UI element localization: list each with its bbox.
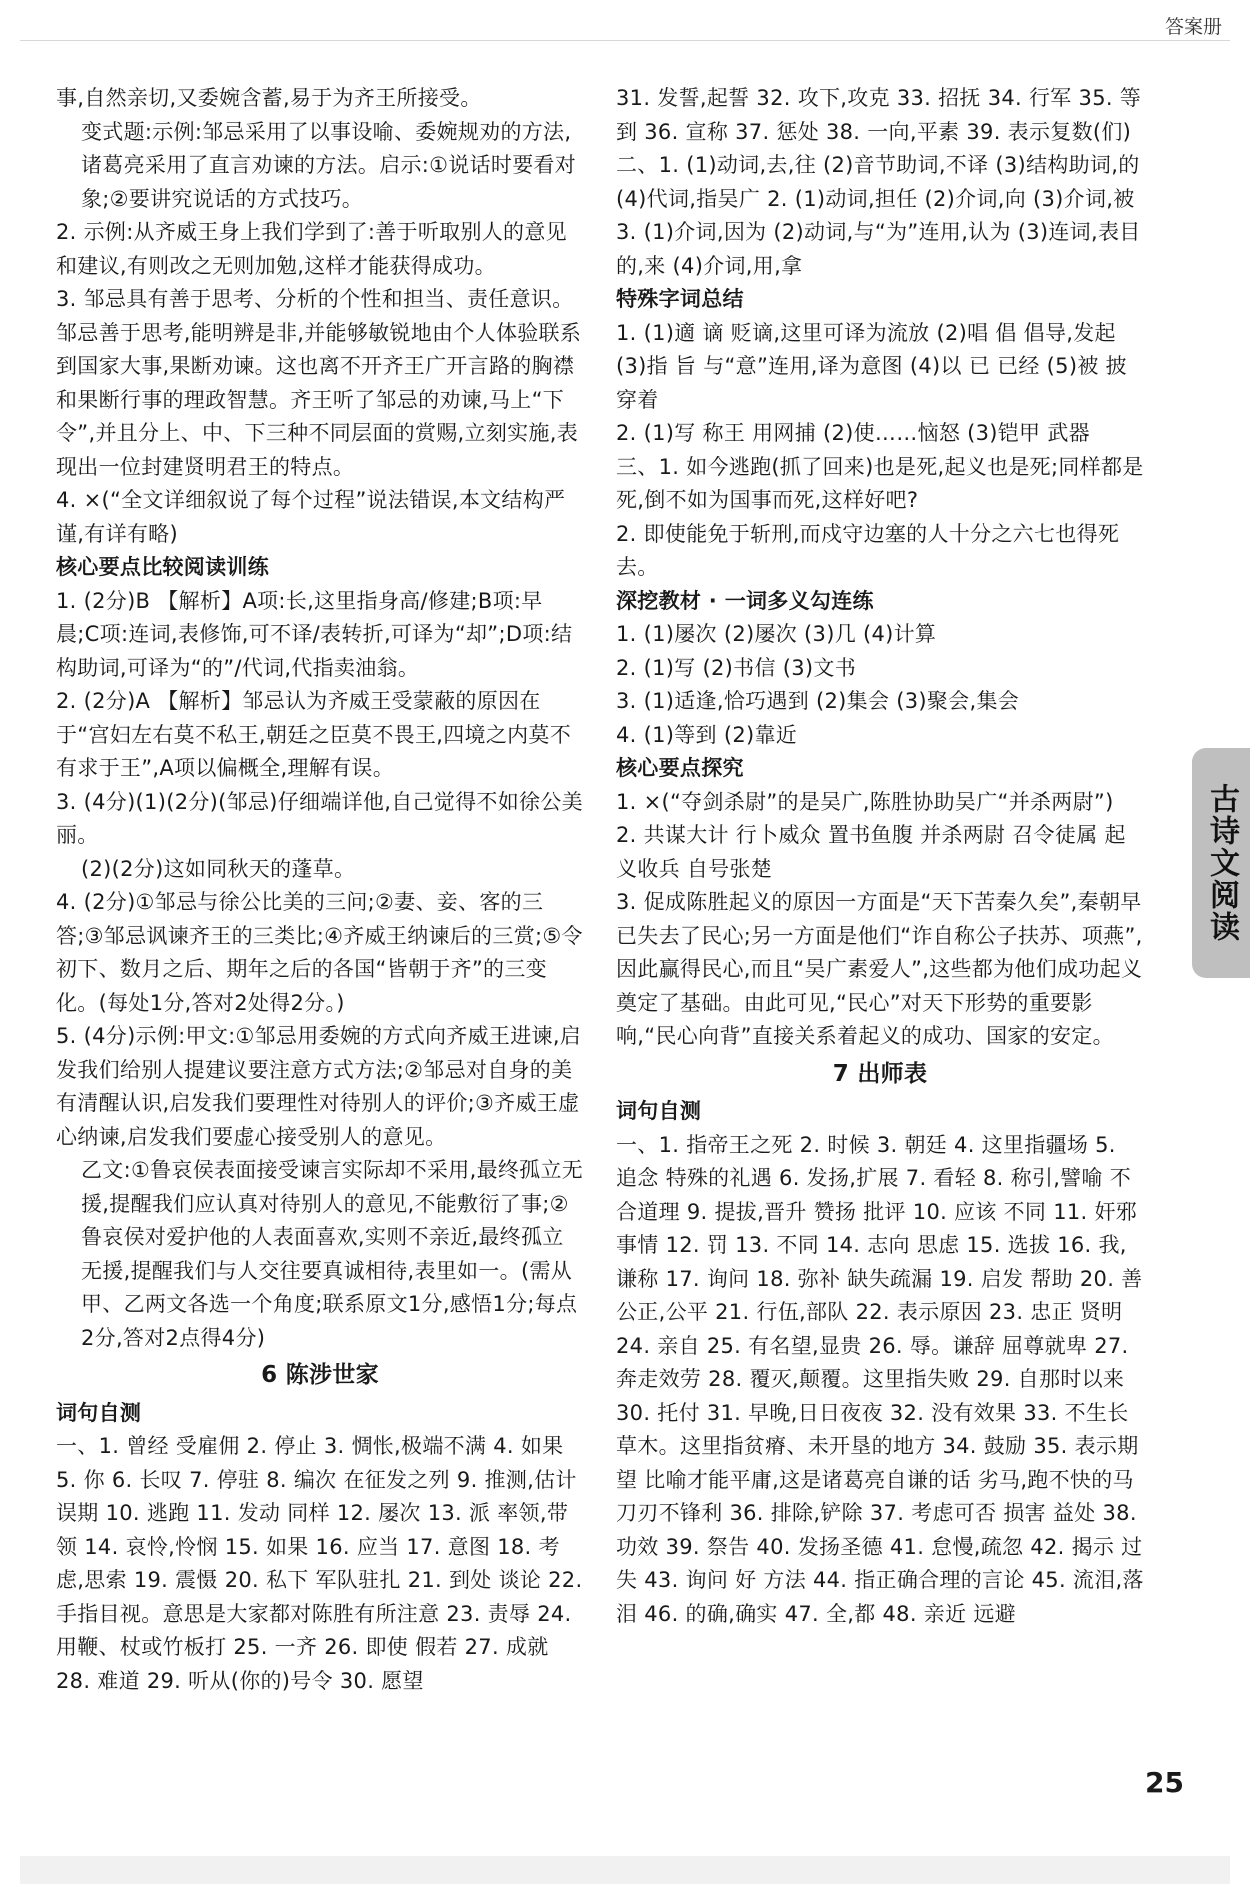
answer-line: 1. ×(“夺剑杀尉”的是吴广,陈胜协助吴广“并杀两尉”) [616,789,1114,814]
answer-line: 4. (1)等到 (2)靠近 [616,722,798,747]
section-heading: 核心要点比较阅读训练 [56,555,269,579]
section-heading: 词句自测 [56,1400,142,1425]
left-column [56,82,584,1698]
answer-line: 2. (1)写 (2)书信 (3)文书 [616,655,857,680]
answer-line: 2. 示例:从齐威王身上我们学到了:善于听取别人的意见和建议,有则改之无则加勉,这样才能获得成功。 [56,220,567,278]
header-title: 答案册 [1164,16,1222,38]
answer-line: 4. ×(“全文详细叙说了每个过程”说法错误,本文结构严谨,有详有略) [56,488,566,546]
page-header [20,6,1230,41]
section-heading: 词句自测 [616,1099,702,1123]
lesson-title: 6 陈涉世家 [261,1362,379,1388]
section-heading: 深挖教材 · 一词多义勾连练 [616,588,874,613]
answer-line: 31. 发誓,起誓 32. 攻下,攻克 33. 招抚 34. 行军 35. 等到 36. 宣称 37. 惩处 38. 一向,平素 39. 表示复数(们) [616,86,1142,144]
answer-line: 2. (2分)A 【解析】邹忌认为齐威王受蒙蔽的原因在于“宫妇左右莫不私王,朝廷之臣莫不畏王,四境之内莫不有求于王”,A项以偏概全,理解有误。 [56,689,572,780]
answer-line: 变式题:示例:邹忌采用了以事设喻、委婉规劝的方法,诸葛亮采用了直言劝谏的方法。启示:①说话时要看对象;②要讲究说话的方式技巧。 [81,119,577,211]
answer-line: (2)(2分)这如同秋天的蓬草。 [81,856,356,881]
answer-line: 3. (4分)(1)(2分)(邹忌)仔细端详他,自己觉得不如徐公美丽。 [56,789,583,847]
answer-line: 1. (1)屡次 (2)屡次 (3)几 (4)计算 [616,622,937,646]
answer-line: 5. (4分)示例:甲文:①邹忌用委婉的方式向齐威王进谏,启发我们给别人提建议要注意方式方法;②邹忌对自身的美有清醒认识,启发我们要理性对待别人的评价;③齐威王虚心纳谏,启发我们要虚心接受别人的意见。 [56,1024,582,1149]
answer-line: 2. 共谋大计 行卜威众 置书鱼腹 并杀两尉 召令徒属 起义收兵 自号张楚 [616,823,1126,881]
page-number: 25 [1145,1766,1184,1799]
section-heading: 特殊字词总结 [616,287,744,311]
lesson-title: 7 出师表 [832,1060,928,1087]
answer-line: 3. 促成陈胜起义的原因一方面是“天下苦秦久矣”,秦朝早已失去了民心;另一方面是他们“诈自称公子扶苏、项燕”,因此赢得民心,而且“吴广素爱人”,这些都为他们成功起义奠定了基础。由此可见,“民心”对天下形势的重要影响,“民心向背”直接关系着起义的成功、国家的安定。 [616,890,1143,1048]
side-tab-label: 古诗文阅读 [1204,783,1239,943]
answer-line: 事,自然亲切,又委婉含蓄,易于为齐王所接受。 [56,86,482,110]
answer-line: 3. 邹忌具有善于思考、分析的个性和担当、责任意识。邹忌善于思考,能明辨是非,并能够敏锐地由个人体验联系到国家大事,果断劝谏。这也离不开齐王广开言路的胸襟和果断行事的理政智慧。齐王听了邹忌的劝谏,马上“下令”,并且分上、中、下三种不同层面的赏赐,立刻实施,表现出一位封建贤明君王的特点。 [56,287,582,479]
answer-line: 二、1. (1)动词,去,往 (2)音节助词,不译 (3)结构助词,的 (4)代词,指吴广 2. (1)动词,担任 (2)介词,向 (3)介词,被 3. (1)介词,因为 (2)动词,与“为”连用,认为 (3)连词,表目的,来 (4)介词,用,拿 [616,153,1141,278]
side-tab [1192,748,1250,978]
answer-line: 一、1. 曾经 受雇佣 2. 停止 3. 惆怅,极端不满 4. 如果 5. 你 6. 长叹 7. 停驻 8. 编次 在征发之列 9. 推测,估计 误期 10. 逃跑 11. 发动 同样 12. 屡次 13. 派 率领,带领 14. 哀怜,怜悯 15. 如果 16. 应当 17. 意图 18. 考虑,思索 19. 震慑 20. 私下 军队驻扎 21. 到处 谈论 22. 手指目视。意思是大家都对陈胜有所注意 23. 责辱 24. 用鞭、杖或竹板打 25. 一齐 26. 即使 假若 27. 成就 28. 难道 29. 听从(你的)号令 30. 愿望 [56,1434,583,1693]
answer-line: 一、1. 指帝王之死 2. 时候 3. 朝廷 4. 这里指疆场 5. 追念 特殊的礼遇 6. 发扬,扩展 7. 看轻 8. 称引,譬喻 不合道理 9. 提拔,晋升 赞扬 批评 10. 应该 不同 11. 奸邪事情 12. 罚 13. 不同 14. 志向 思虑 15. 选拔 16. 我,谦称 17. 询问 18. 弥补 缺失疏漏 19. 启发 帮助 20. 善 公正,公平 21. 行伍,部队 22. 表示原因 23. 忠正 贤明 24. 亲自 25. 有名望,显贵 26. 辱。谦辞 屈尊就卑 27. 奔走效劳 28. 覆灭,颠覆。这里指失败 29. 自那时以来 30. 托付 31. 早晚,日日夜夜 32. 没有效果 33. 不生长草木。这里指贫瘠、未开垦的地方 34. 鼓励 35. 表示期望 比喻才能平庸,这是诸葛亮自谦的话 劣马,跑不快的马 刀刃不锋利 36. 排除,铲除 37. 考虑可否 损害 益处 38. 功效 39. 祭告 40. 发扬圣德 41. 怠慢,疏忽 42. 揭示 过失 43. 询问 好 方法 44. 指正确合理的言论 45. 流泪,落泪 46. 的确,确实 47. 全,都 48. 亲近 远避 [616,1132,1144,1626]
answer-line: 2. 即使能免于斩刑,而戍守边塞的人十分之六七也得死去。 [616,521,1120,579]
answer-line: 3. (1)适逢,恰巧遇到 (2)集会 (3)聚会,集会 [616,689,1020,713]
right-column [616,82,1144,1631]
bottom-band [20,1856,1230,1884]
answer-line: 三、1. 如今逃跑(抓了回来)也是死,起义也是死;同样都是死,倒不如为国事而死,这样好吧? [616,454,1144,512]
answer-line: 4. (2分)①邹忌与徐公比美的三问;②妻、妾、客的三答;③邹忌讽谏齐王的三类比;④齐威王纳谏后的三赏;⑤令初下、数月之后、期年之后的各国“皆朝于齐”的三变化。(每处1分,答对2处得2分。) [56,890,583,1015]
section-heading: 核心要点探究 [616,756,744,780]
answer-line: 1. (2分)B 【解析】A项:长,这里指身高/修建;B项:早晨;C项:连词,表修饰,可不译/表转折,可译为“却”;D项:结构助词,可译为“的”/代词,代指卖油翁。 [56,588,573,680]
answer-line: 2. (1)写 称王 用网捕 (2)使……恼怒 (3)铠甲 武器 [616,421,1090,445]
answer-line: 乙文:①鲁哀侯表面接受谏言实际却不采用,最终孤立无援,提醒我们应认真对待别人的意见,不能敷衍了事;②鲁哀侯对爱护他的人表面喜欢,实则不亲近,最终孤立无援,提醒我们与人交往要真诚相待,表里如一。(需从甲、乙两文各选一个角度;联系原文1分,感悟1分;每点2分,答对2点得4分) [81,1158,584,1350]
answer-line: 1. (1)適 谪 贬谪,这里可译为流放 (2)唱 倡 倡导,发起 (3)指 旨 与“意”连用,译为意图 (4)以 已 已经 (5)被 披 穿着 [616,320,1127,412]
